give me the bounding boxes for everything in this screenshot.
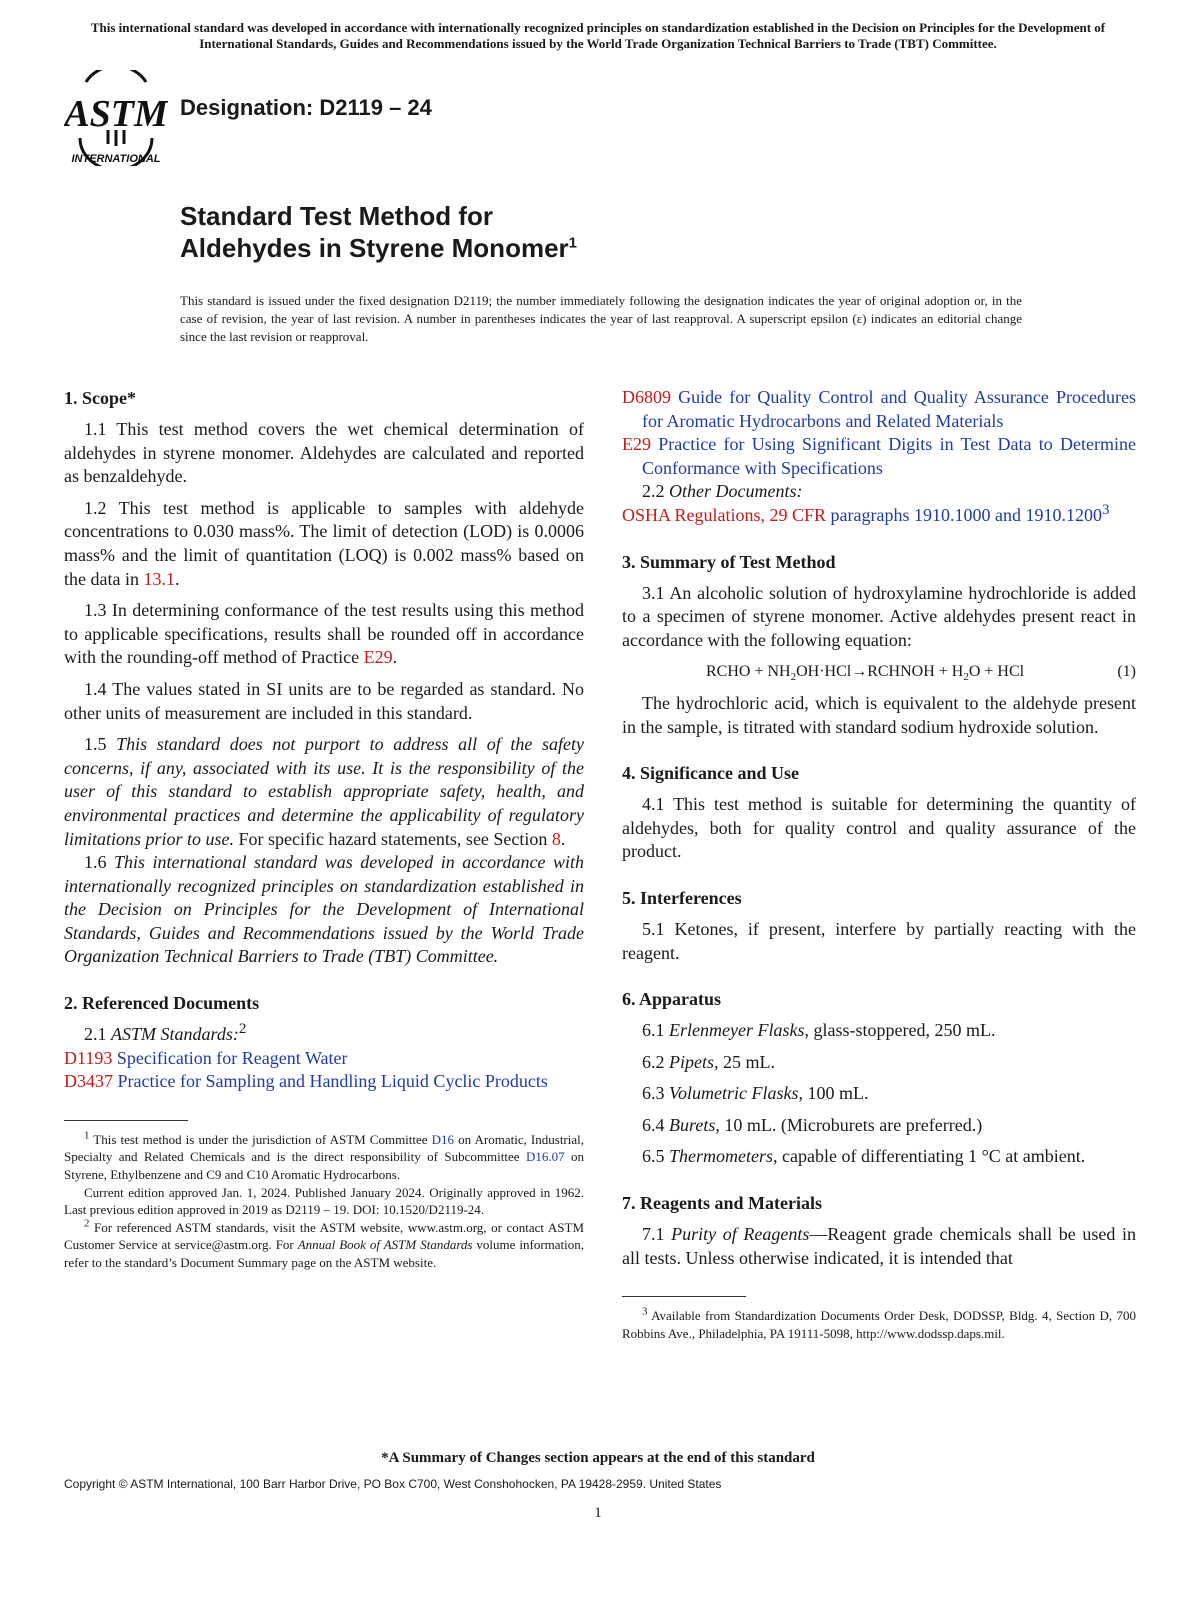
footnote-1: $^1$ This test method is under the jurisdiction of ASTM Committee D16 on Aromatic, Industrial, Specialty and Related Chemicals and is the direct responsibility of Subcommittee D16.07 on Styrene, Ethylbenzene and C9 and C10 Aromatic Hydrocarbons. (64, 1129, 584, 1183)
page-number: 1 (594, 1505, 602, 1521)
para-3-2: The hydrochloric acid, which is equivalent to the aldehyde present in the sample, is titrated with standard sodium hydroxide solution. (622, 692, 1136, 737)
para-1-2: 1.2 This test method is applicable to samples with aldehyde concentrations to 0.030 mass%. The limit of detection (LOD) is 0.0006 mass% and the limit of quantitation (LOQ) is 0.002 mass% based on the data in 13.1. (64, 497, 584, 589)
para-6-2: 6.2 Pipets, 25 mL. (642, 1051, 775, 1072)
ref-d6809[interactable]: D6809 Guide for Quality Control and Quality Assurance Procedures for Aromatic Hydrocarbons and Related Materials (622, 387, 1136, 431)
summary-of-changes-note: *A Summary of Changes section appears at the end of this standard (381, 1450, 815, 1466)
para-1-5: 1.5 This standard does not purport to address all of the safety concerns, if any, associated with its use. It is the responsibility of the user of this standard to establish appropriate safety, health, and environmental practices and determine the applicability of regulatory limitations prior to use. For specific hazard statements, see Section 8. (64, 734, 584, 849)
para-7-1: 7.1 Purity of Reagents—Reagent grade chemicals shall be used in all tests. Unless otherwise indicated, it is intended that (622, 1224, 1136, 1268)
para-5-1: 5.1 Ketones, if present, interfere by partially reacting with the reagent. (622, 918, 1136, 963)
equation-number: (1) (1117, 663, 1136, 681)
title-line-1: Standard Test Method for (180, 201, 493, 231)
footnote-3: $^3$ Available from Standardization Documents Order Desk, DODSSP, Bldg. 4, Section D, 700 Robbins Ave., Philadelphia, PA 19111-5098, http://www.dodssp.daps.mil. (622, 1305, 1136, 1341)
para-2-2: 2.2 Other Documents: (642, 481, 803, 502)
section-5-heading: 5. Interferences (622, 887, 742, 908)
designation: Designation: D2119 – 24 (180, 95, 432, 120)
link-d16[interactable]: D16 (431, 1131, 455, 1147)
issue-note: This standard is issued under the fixed designation D2119; the number immediately following the designation indicates the year of original adoption or, in the case of revision, the year of last revision. A number in parentheses indicates the year of last reapproval. A superscript epsilon (ε) indicates an editorial change since the last revision or reapproval. (180, 293, 1022, 344)
footnote-2: $^2$ For referenced ASTM standards, visit the ASTM website, www.astm.org, or contact ASTM Customer Service at service@astm.org. For Annual Book of ASTM Standards volume information, refer to the standard’s Document Summary page on the ASTM website. (64, 1217, 585, 1270)
para-1-1: 1.1 This test method covers the wet chemical determination of aldehydes in styrene monomer. Aldehydes are calculated and reported as benzaldehyde. (64, 419, 584, 487)
logo-text: ASTM (64, 93, 168, 135)
logo-subtext: INTERNATIONAL (71, 153, 161, 165)
para-6-5: 6.5 Thermometers, capable of differentiating 1 °C at ambient. (642, 1146, 1086, 1167)
para-6-3: 6.3 Volumetric Flasks, 100 mL. (642, 1083, 869, 1104)
para-3-1: 3.1 An alcoholic solution of hydroxylamine hydrochloride is added to a specimen of styrene monomer. Active aldehydes present react in accordance with the following equation: (622, 582, 1136, 650)
para-4-1: 4.1 This test method is suitable for determining the quantity of aldehydes, both for quality control and quality assurance of the product. (622, 794, 1136, 862)
footnote-1-edition: Current edition approved Jan. 1, 2024. Published January 2024. Originally approved in 1962. Last previous edition approved in 2019 as D2119 – 19. DOI: 10.1520/D2119-24. (64, 1184, 584, 1218)
link-section-8[interactable]: 8 (551, 828, 561, 849)
copyright: Copyright © ASTM International, 100 Barr Harbor Drive, PO Box C700, West Conshohocken, PA 19428-2959. United States (64, 1477, 722, 1491)
title-footnote-mark[interactable]: 1 (568, 234, 577, 252)
ref-d1193[interactable]: D1193 Specification for Reagent Water (64, 1047, 348, 1068)
para-6-1: 6.1 Erlenmeyer Flasks, glass-stoppered, 250 mL. (642, 1020, 996, 1041)
footnote-divider-left (64, 1120, 188, 1121)
section-1-heading: 1. Scope* (64, 388, 136, 408)
ref-d3437[interactable]: D3437 Practice for Sampling and Handling Liquid Cyclic Products (64, 1071, 548, 1092)
top-notice: This international standard was developed in accordance with internationally recognized principles on standardization established in the Decision on Principles for the Development of International Standards, Guides and Recommendations issued by the World Trade Organization Technical Barriers to Trade (TBT) Committee. (90, 20, 1106, 51)
para-6-4: 6.4 Burets, 10 mL. (Microburets are preferred.) (642, 1114, 983, 1135)
footnote-divider-right (622, 1296, 746, 1297)
equation-text: RCHO + $NH_2OH\cdot HCl\to RCHNOH + H_2O$ + HCl (706, 663, 1025, 684)
para-1-3: 1.3 In determining conformance of the test results using this method to applicable specifications, results shall be rounded off in accordance with the rounding-off method of Practice E29. (64, 600, 584, 668)
section-7-heading: 7. Reagents and Materials (622, 1193, 822, 1214)
ref-e29[interactable]: E29 Practice for Using Significant Digits in Test Data to Determine Conformance with Specifications (622, 434, 1136, 478)
right-column (622, 386, 1136, 1342)
left-column (64, 386, 584, 1272)
ref-osha[interactable]: OSHA Regulations, 29 CFR paragraphs 1910.1000 and 1910.1200$^3$ (622, 501, 1110, 525)
section-6-heading: 6. Apparatus (622, 989, 722, 1010)
link-13-1[interactable]: 13.1 (143, 568, 175, 589)
section-2-heading: 2. Referenced Documents (64, 993, 260, 1014)
link-e29[interactable]: E29 (363, 647, 393, 668)
section-3-heading: 3. Summary of Test Method (622, 551, 836, 572)
title-line-2: Aldehydes in Styrene Monomer$^1$ (180, 233, 577, 263)
astm-logo (64, 70, 168, 166)
document-title (180, 200, 577, 264)
link-d16-07[interactable]: D16.07 (525, 1149, 565, 1165)
equation-1 (706, 660, 1136, 684)
para-1-4: 1.4 The values stated in SI units are to be regarded as standard. No other units of measurement are included in this standard. (64, 678, 584, 723)
para-2-1: 2.1 ASTM Standards:$^2$ (84, 1021, 247, 1045)
section-4-heading: 4. Significance and Use (622, 763, 800, 784)
para-1-6: 1.6 This international standard was developed in accordance with internationally recognized principles on standardization established in the Decision on Principles for the Development of International Standards, Guides and Recommendations issued by the World Trade Organization Technical Barriers to Trade (TBT) Committee. (64, 852, 584, 967)
footnote-mark-2[interactable]: 2 (238, 1021, 247, 1038)
